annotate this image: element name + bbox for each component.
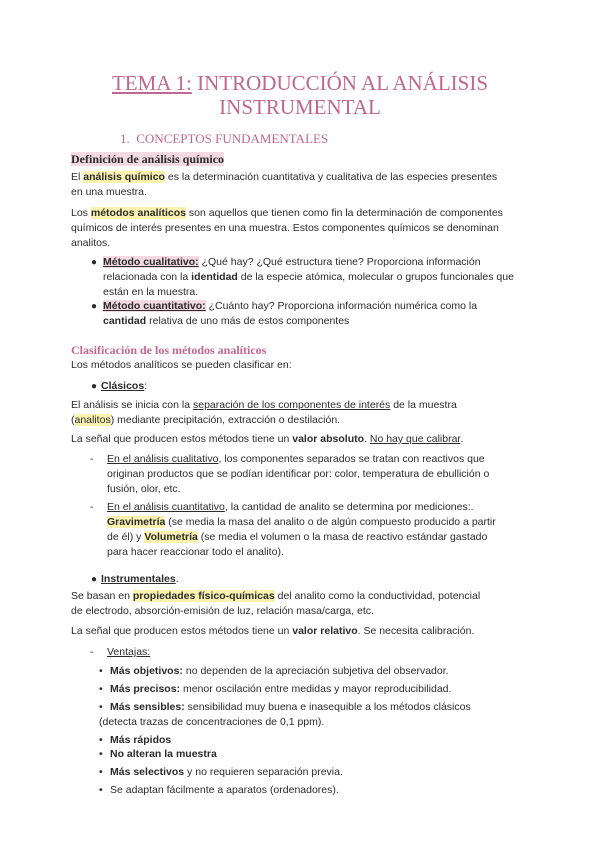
- dash-marker: -: [90, 501, 94, 513]
- list-item: • No alteran la muestra: [99, 748, 217, 760]
- instrumentales-label: Instrumentales.: [101, 573, 179, 585]
- page-title: TEMA 1: INTRODUCCIÓN AL ANÁLISIS INSTRUMENTAL: [111, 71, 489, 119]
- list-item: • Más rápidos: [99, 734, 172, 746]
- bullet-cualitativo: Método cualitativo: ¿Qué hay? ¿Qué estructura tiene? Proporciona información relacionada con la identidad de la especie atómica, molecular o grupos funcionales que están en la muestra.: [103, 256, 514, 298]
- instrumentales-paragraph-2: La señal que producen estos métodos tiene un valor relativo. Se necesita calibración.: [71, 625, 475, 637]
- dash-marker: -: [90, 646, 94, 658]
- bullet-cuantitativo: Método cuantitativo: ¿Cuánto hay? Proporciona información numérica como la cantidad relativa de uno más de estos componentes: [103, 300, 478, 327]
- definition-paragraph-1: El análisis químico es la determinación cuantitativa y cualitativa de las especies presentes en una muestra.: [71, 171, 498, 198]
- list-item: • Más objetivos: no dependen de la apreciación subjetiva del observador.: [99, 665, 449, 677]
- clasicos-paragraph-2: La señal que producen estos métodos tiene un valor absoluto. No hay que calibrar.: [71, 433, 464, 445]
- bullet-icon: ●: [90, 574, 98, 585]
- list-item: • Más selectivos y no requieren separación previa.: [99, 766, 343, 778]
- bullet-icon: ●: [90, 257, 98, 268]
- ventajas-label: Ventajas:: [107, 646, 151, 658]
- list-item: • Se adaptan fácilmente a aparatos (ordenadores).: [99, 784, 339, 796]
- clasicos-label: Clásicos:: [101, 380, 148, 392]
- clasicos-paragraph-1: El análisis se inicia con la separación de los componentes de interés de la muestra (analitos) mediante precipitación, extracción o destilación.: [71, 399, 457, 426]
- clasicos-cualitativo: En el análisis cualitativo, los componentes separados se tratan con reactivos que originan productos que se podían identificar por: color, temperatura de ebullición o fusión, olor, etc.: [107, 453, 490, 495]
- bullet-icon: ●: [90, 381, 98, 392]
- clasicos-cuantitativo: En el análisis cuantitativo, la cantidad de analito se determina por mediciones:. Gravimetría (se media la masa del analito o de algún compuesto producido a partir de él) y Volumetría (se media el volumen o la masa de reactivo estándar gastado para hacer reaccionar todo el analito).: [107, 501, 496, 558]
- instrumentales-paragraph-1: Se basan en propiedades físico-químicas del analito como la conductividad, potencial de electrodo, absorción-emisión de luz, relación masa/carga, etc.: [71, 590, 481, 617]
- bullet-icon: ●: [90, 301, 98, 312]
- dash-marker: -: [90, 453, 94, 465]
- definition-heading: Definición de análisis químico: [71, 152, 225, 166]
- section-heading: 1. CONCEPTOS FUNDAMENTALES: [120, 131, 329, 146]
- list-item: • Más precisos: menor oscilación entre medidas y mayor reproducibilidad.: [99, 683, 452, 695]
- definition-paragraph-2: Los métodos analíticos son aquellos que tienen como fin la determinación de componentes químicos de interés presentes en una muestra. Estos componentes químicos se denominan analitos.: [71, 207, 503, 249]
- list-item: • Más sensibles: sensibilidad muy buena e inasequible a los métodos clásicos (detecta trazas de concentraciones de 0,1 ppm).: [99, 701, 471, 728]
- classification-heading: Clasificación de los métodos analíticos: [71, 343, 267, 357]
- classification-intro: Los métodos analíticos se pueden clasificar en:: [71, 359, 292, 371]
